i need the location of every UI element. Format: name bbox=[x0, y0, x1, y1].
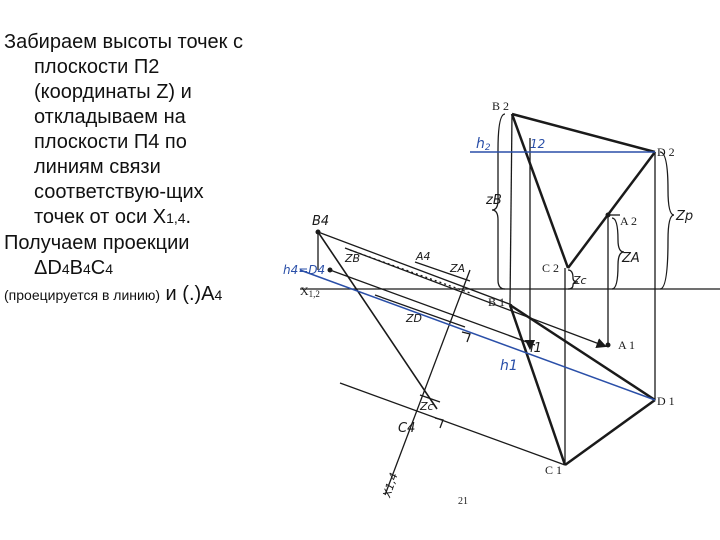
label-c2: C 2 bbox=[542, 261, 560, 275]
label-za4: ZA bbox=[450, 262, 466, 275]
link4-c bbox=[340, 383, 565, 465]
label-d2: D 2 bbox=[657, 145, 675, 159]
point-b4 bbox=[316, 230, 321, 235]
point-a2 bbox=[606, 213, 611, 218]
brace-zd bbox=[660, 152, 674, 289]
point-d4 bbox=[328, 268, 333, 273]
label-d1: D 1 bbox=[657, 394, 675, 408]
paragraph-projections: Получаем проекции ΔD4B4C4 bbox=[4, 232, 190, 279]
label-zd: Zp bbox=[676, 209, 694, 224]
label-zb4: ZB bbox=[345, 252, 361, 265]
label-zb: zB bbox=[486, 193, 502, 208]
label-c4: C4 bbox=[398, 421, 416, 436]
label-b1: B 1 bbox=[488, 295, 506, 309]
label-a2: A 2 bbox=[620, 214, 638, 228]
label-zc4: Zc bbox=[420, 400, 434, 413]
label-h4-d4: h4=D4 bbox=[283, 263, 326, 277]
label-zc: Zc bbox=[573, 274, 587, 287]
label-12: 12 bbox=[530, 137, 546, 151]
paragraph-heights: Забираем высоты точек с плоскости П2 (координаты Z) и откладываем на плоскости П4 по линиям связи соответствую-щих точек от оси X1,4. bbox=[4, 31, 243, 228]
right-angle-2 bbox=[435, 418, 443, 428]
edge-d2-c2 bbox=[568, 152, 655, 268]
link-b bbox=[510, 114, 512, 305]
label-za: ZA bbox=[622, 251, 640, 266]
label-b2: B 2 bbox=[492, 99, 510, 113]
edge-d1-c1 bbox=[565, 400, 655, 465]
label-h2: h2 bbox=[476, 136, 491, 153]
right-angle-1 bbox=[462, 332, 470, 342]
label-a4: A4 bbox=[416, 250, 431, 263]
label-x14: X1,4 bbox=[380, 471, 401, 499]
link4-b bbox=[318, 232, 512, 305]
label-c1: C 1 bbox=[545, 463, 563, 477]
label-zd4: ZD bbox=[406, 312, 423, 325]
label-x12: X1,2 bbox=[300, 284, 320, 299]
edge-b1-c1 bbox=[510, 305, 565, 465]
label-a1: A 1 bbox=[618, 338, 636, 352]
label-l1: l1 bbox=[530, 341, 542, 356]
label-b4: B4 bbox=[312, 214, 330, 229]
paragraph-line-note: (проецируется в линию) и (.)A4 bbox=[4, 283, 223, 305]
page-number: 21 bbox=[458, 496, 468, 507]
point-a1 bbox=[606, 343, 611, 348]
label-h1: h1 bbox=[500, 358, 518, 374]
